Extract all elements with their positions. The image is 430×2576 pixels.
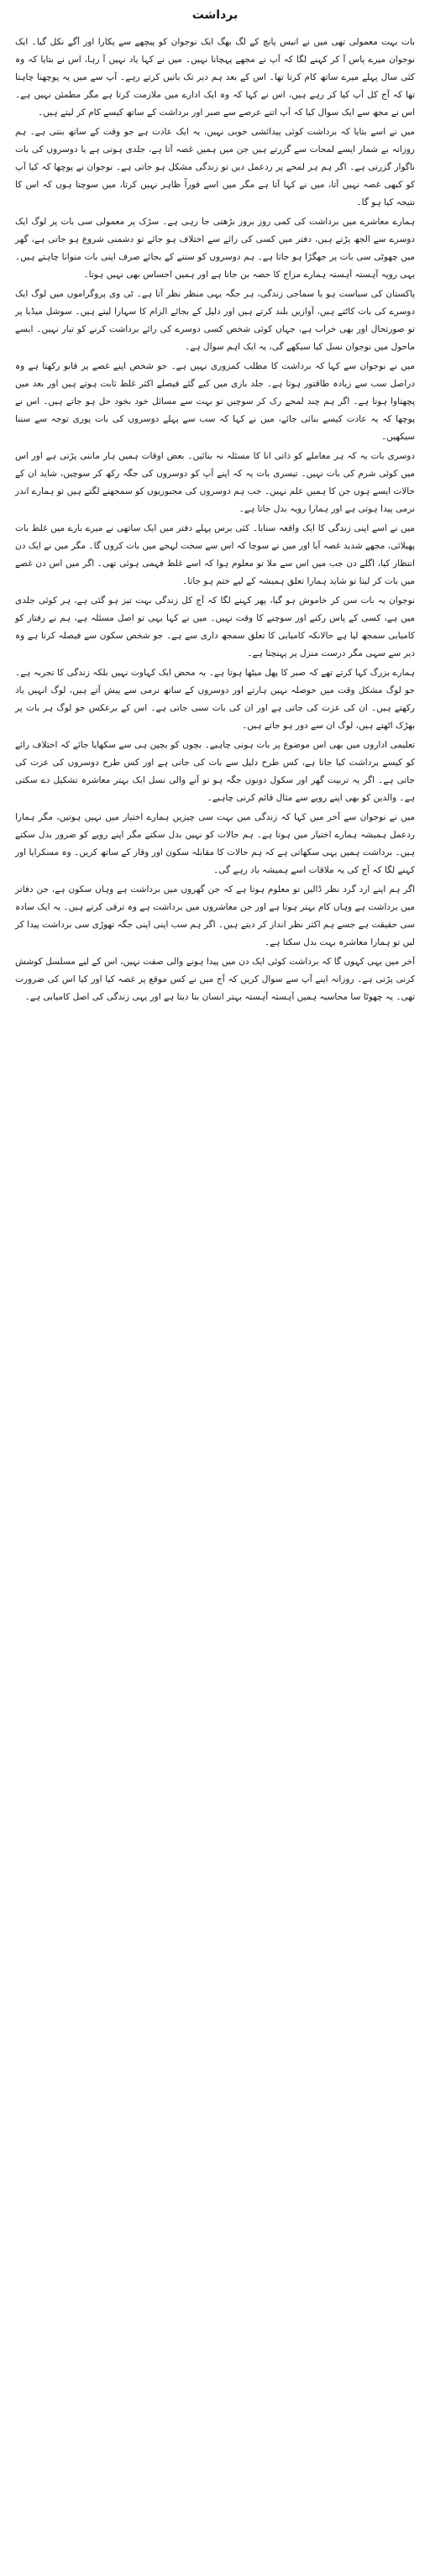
article-paragraph: اگر ہم اپنے ارد گرد نظر ڈالیں تو معلوم ہوتا ہے کہ جن گھروں میں برداشت ہے وہاں سکون ہے، جن دفاتر میں برداشت ہے وہاں کام بہتر ہوتا ہے اور جن معاشروں میں برداشت ہے وہ ترقی کرتے ہیں۔ یہ ایک سادہ سی حقیقت ہے جسے ہم اکثر نظر انداز کر دیتے ہیں۔ اگر ہم سب اپنی اپنی جگہ تھوڑی سی برداشت پیدا کر لیں تو ہمارا معاشرہ بہت بدل سکتا ہے۔ <box>15 884 415 947</box>
article-paragraph: تعلیمی اداروں میں بھی اس موضوع پر بات ہونی چاہیے۔ بچوں کو بچپن ہی سے سکھایا جائے کہ اختلاف رائے کو کیسے برداشت کیا جاتا ہے، کس طرح دلیل سے بات کی جاتی ہے اور کس طرح دوسروں کی عزت کی جاتی ہے۔ اگر یہ تربیت گھر اور سکول دونوں جگہ ہو تو آنے والی نسل ایک بہتر معاشرہ تشکیل دے سکتی ہے۔ والدین کو بھی اپنے رویے سے مثال قائم کرنی چاہیے۔ <box>15 740 415 803</box>
article-paragraph: بات بہت معمولی تھی میں نے انیس پانچ کے لگ بھگ ایک نوجوان کو پیچھے سے پکارا اور آگے نکل گیا۔ ایک نوجوان میرے پاس آ کر کہنے لگا کہ آپ نے مجھے پہچانا نہیں۔ میں نے کہا یاد نہیں آ رہا، اس نے بتایا کہ وہ کئی سال پہلے میرے ساتھ کام کرتا تھا۔ اس کے بعد ہم دیر تک باتیں کرتے رہے۔ آپ سے میں یہ پوچھنا چاہتا تھا کہ آج کل آپ کیا کر رہے ہیں، اس نے کہا کہ وہ ایک ادارے میں ملازمت کرتا ہے مگر مطمئن نہیں ہے۔ اس نے مجھ سے ایک سوال کیا کہ آپ اتنے عرصے سے صبر اور برداشت کے ساتھ کیسے کام کر لیتے ہیں۔ <box>15 37 415 118</box>
article-paragraph: ہمارے معاشرے میں برداشت کی کمی روز بروز بڑھتی جا رہی ہے۔ سڑک پر معمولی سی بات پر لوگ ایک دوسرے سے الجھ پڑتے ہیں، دفتر میں کسی کی رائے سے اختلاف ہو جائے تو دشمنی شروع ہو جاتی ہے، گھر میں چھوٹی سی بات پر جھگڑا ہو جاتا ہے۔ ہم دوسروں کو سننے کے بجائے صرف اپنی بات منوانا چاہتے ہیں۔ یہی رویہ آہستہ آہستہ ہمارے مزاج کا حصہ بن جاتا ہے اور ہمیں احساس بھی نہیں ہوتا۔ <box>15 217 415 280</box>
article-body <box>15 34 415 1006</box>
article-paragraph: میں نے اسے اپنی زندگی کا ایک واقعہ سنایا۔ کئی برس پہلے دفتر میں ایک ساتھی نے میرے بارے میں غلط بات پھیلائی، مجھے شدید غصہ آیا اور میں نے سوچا کہ اس سے سخت لہجے میں بات کروں گا۔ مگر میں نے ایک دن انتظار کیا، اگلے دن جب میں اس سے ملا تو معلوم ہوا کہ اسے غلط فہمی ہوئی تھی۔ اگر میں اس دن غصے میں بات کر لیتا تو شاید ہمارا تعلق ہمیشہ کے لیے ختم ہو جاتا۔ <box>15 523 415 586</box>
article-paragraph: آخر میں یہی کہوں گا کہ برداشت کوئی ایک دن میں پیدا ہونے والی صفت نہیں، اس کے لیے مسلسل کوشش کرنی پڑتی ہے۔ روزانہ اپنے آپ سے سوال کریں کہ آج میں نے کس موقع پر غصہ کیا اور کیا اس کی ضرورت تھی۔ یہ چھوٹا سا محاسبہ ہمیں آہستہ آہستہ بہتر انسان بنا دیتا ہے اور یہی زندگی کی اصل کامیابی ہے۔ <box>15 957 415 1002</box>
article-paragraph: ہمارے بزرگ کہا کرتے تھے کہ صبر کا پھل میٹھا ہوتا ہے۔ یہ محض ایک کہاوت نہیں بلکہ زندگی کا تجربہ ہے۔ جو لوگ مشکل وقت میں حوصلہ نہیں ہارتے اور دوسروں کے ساتھ نرمی سے پیش آتے ہیں، لوگ انہیں یاد رکھتے ہیں۔ ان کی عزت کی جاتی ہے اور ان کی بات سنی جاتی ہے۔ اس کے برعکس جو لوگ ہر بات پر بھڑک اٹھتے ہیں، لوگ ان سے دور ہو جاتے ہیں۔ <box>15 668 415 731</box>
article-paragraph: میں نے نوجوان سے کہا کہ برداشت کا مطلب کمزوری نہیں ہے۔ جو شخص اپنے غصے پر قابو رکھتا ہے وہ دراصل سب سے زیادہ طاقتور ہوتا ہے۔ جلد بازی میں کیے گئے فیصلے اکثر غلط ثابت ہوتے ہیں اور بعد میں پچھتاوا ہوتا ہے۔ اگر ہم چند لمحے رک کر سوچیں تو بہت سے مسائل خود بخود حل ہو جاتے ہیں۔ اس نے پوچھا کہ یہ عادت کیسے بنائی جائے، میں نے کہا کہ سب سے پہلے دوسروں کی بات پوری توجہ سے سننا سیکھیں۔ <box>15 361 415 442</box>
article-paragraph: میں نے اسے بتایا کہ برداشت کوئی پیدائشی خوبی نہیں، یہ ایک عادت ہے جو وقت کے ساتھ بنتی ہے۔ ہم روزانہ بے شمار ایسے لمحات سے گزرتے ہیں جن میں ہمیں غصہ آتا ہے، جلدی ہوتی ہے یا دوسروں کی بات ناگوار گزرتی ہے۔ اگر ہم ہر لمحے پر ردعمل دیں تو زندگی مشکل ہو جاتی ہے۔ نوجوان نے پوچھا کہ کیا آپ کو کبھی غصہ نہیں آتا، میں نے کہا آتا ہے مگر میں اسے فوراً ظاہر نہیں کرتا، میں سوچتا ہوں کہ اس کا نتیجہ کیا ہو گا۔ <box>15 127 415 207</box>
article-paragraph: نوجوان یہ بات سن کر خاموش ہو گیا، پھر کہنے لگا کہ آج کل زندگی بہت تیز ہو گئی ہے، ہر کوئی جلدی میں ہے، کسی کے پاس رکنے اور سوچنے کا وقت نہیں۔ میں نے کہا یہی تو اصل مسئلہ ہے، ہم نے رفتار کو کامیابی سمجھ لیا ہے حالانکہ کامیابی کا تعلق سمجھ داری سے ہے۔ جو شخص سکون سے فیصلہ کرتا ہے وہ دیر سے سہی مگر درست منزل پر پہنچتا ہے۔ <box>15 595 415 658</box>
article-paragraph: دوسری بات یہ کہ ہر معاملے کو ذاتی انا کا مسئلہ نہ بنائیں۔ بعض اوقات ہمیں ہار ماننی پڑتی ہے اور اس میں کوئی شرم کی بات نہیں۔ تیسری بات یہ کہ اپنے آپ کو دوسروں کی جگہ رکھ کر سوچیں، شاید ان کے حالات ایسے ہوں جن کا ہمیں علم نہیں۔ جب ہم دوسروں کی مجبوریوں کو سمجھنے لگتے ہیں تو ہمارے اندر نرمی پیدا ہوتی ہے اور ہمارا رویہ بدل جاتا ہے۔ <box>15 451 415 514</box>
article-paragraph: میں نے نوجوان سے آخر میں کہا کہ زندگی میں بہت سی چیزیں ہمارے اختیار میں نہیں ہوتیں، مگر ہمارا ردعمل ہمیشہ ہمارے اختیار میں ہوتا ہے۔ ہم حالات کو نہیں بدل سکتے مگر اپنے رویے کو ضرور بدل سکتے ہیں۔ برداشت ہمیں یہی سکھاتی ہے کہ ہم حالات کا مقابلہ سکون اور وقار کے ساتھ کریں۔ وہ مسکرایا اور کہنے لگا کہ آج کی یہ ملاقات اسے ہمیشہ یاد رہے گی۔ <box>15 812 415 875</box>
article-title: برداشت <box>191 8 239 22</box>
article-paragraph: پاکستان کی سیاست ہو یا سماجی زندگی، ہر جگہ یہی منظر نظر آتا ہے۔ ٹی وی پروگراموں میں لوگ ایک دوسرے کی بات کاٹتے ہیں، آوازیں بلند کرتے ہیں اور دلیل کے بجائے الزام کا سہارا لیتے ہیں۔ سوشل میڈیا پر تو صورتحال اور بھی خراب ہے، جہاں کوئی شخص کسی دوسرے کی رائے برداشت کرنے کو تیار نہیں۔ ایسے ماحول میں نوجوان نسل کیا سیکھے گی، یہ ایک اہم سوال ہے۔ <box>15 289 415 352</box>
